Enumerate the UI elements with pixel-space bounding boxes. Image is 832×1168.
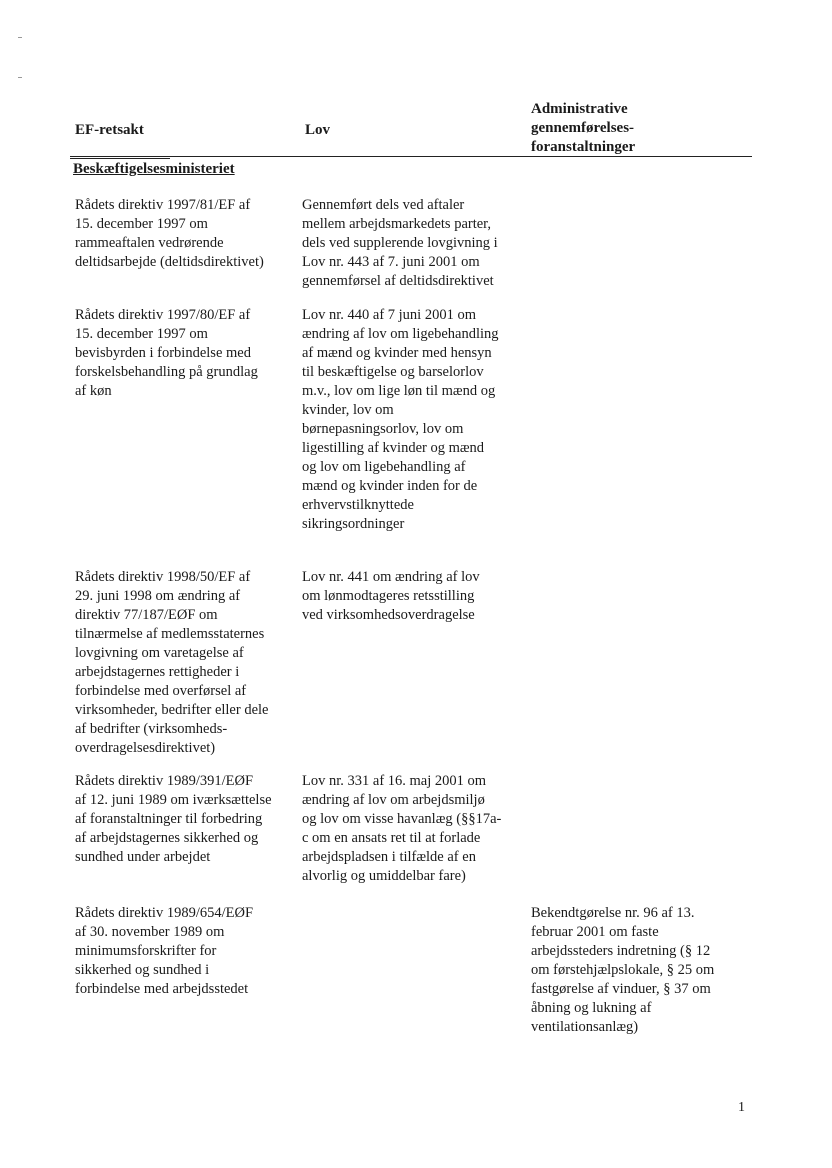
- row-4-law: Lov nr. 331 af 16. maj 2001 om ændring af lov om arbejdsmiljø og lov om visse havanlæg (§§17a- c om en ansats ret til at forlade arbejdspladsen i tilfælde af en alvorlig og umiddelbar fare): [302, 773, 502, 884]
- column-header-ef-retsakt: EF-retsakt: [75, 122, 144, 138]
- header-rule-accent: [70, 158, 170, 159]
- column-header-administrative: Administrative gennemførelses- foranstaltninger: [531, 101, 636, 155]
- scan-mark: [18, 37, 22, 38]
- section-title: Beskæftigelsesministeriet: [73, 161, 235, 177]
- column-header-lov: Lov: [305, 122, 331, 138]
- header-rule: [70, 156, 752, 157]
- scan-mark: [18, 77, 22, 78]
- row-1-directive: Rådets direktiv 1997/81/EF af 15. december 1997 om rammeaftalen vedrørende deltidsarbejde (deltidsdirektivet): [75, 197, 264, 270]
- row-4-directive: Rådets direktiv 1989/391/EØF af 12. juni 1989 om iværksættelse af foranstaltninger til forbedring af arbejdstagernes sikkerhed og sundhed under arbejdet: [75, 773, 272, 865]
- row-2-directive: Rådets direktiv 1997/80/EF af 15. december 1997 om bevisbyrden i forbindelse med forskelsbehandling på grundlag af køn: [75, 307, 258, 399]
- row-2-law: Lov nr. 440 af 7 juni 2001 om ændring af lov om ligebehandling af mænd og kvinder med hensyn til beskæftigelse og barselorlov m.v., lov om lige løn til mænd og kvinder, lov om børnepasningsorlov, lov om ligestilling af kvinder og mænd og lov om ligebehandling af mænd og kvinder inden for de erhvervstilknyttede sikringsordninger: [302, 307, 499, 532]
- row-5-directive: Rådets direktiv 1989/654/EØF af 30. november 1989 om minimumsforskrifter for sikkerhed og sundhed i forbindelse med arbejdsstedet: [75, 905, 254, 997]
- row-3-law: Lov nr. 441 om ændring af lov om lønmodtageres retsstilling ved virksomhedsoverdragelse: [302, 569, 480, 623]
- row-3-directive: Rådets direktiv 1998/50/EF af 29. juni 1998 om ændring af direktiv 77/187/EØF om tilnærmelse af medlemsstaternes lovgivning om varetagelse af arbejdstagernes rettigheder i forbindelse med overførsel af virksomheder, bedrifter eller dele af bedrifter (virksomheds- overdragelsesdirektivet): [75, 569, 269, 756]
- row-1-law: Gennemført dels ved aftaler mellem arbejdsmarkedets parter, dels ved supplerende lovgivning i Lov nr. 443 af 7. juni 2001 om gennemførsel af deltidsdirektivet: [302, 197, 498, 289]
- page-number: 1: [738, 1100, 745, 1115]
- row-5-admin: Bekendtgørelse nr. 96 af 13. februar 2001 om faste arbejdssteders indretning (§ 12 om førstehjælpslokale, § 25 om fastgørelse af vinduer, § 37 om åbning og lukning af ventilationsanlæg): [531, 905, 715, 1035]
